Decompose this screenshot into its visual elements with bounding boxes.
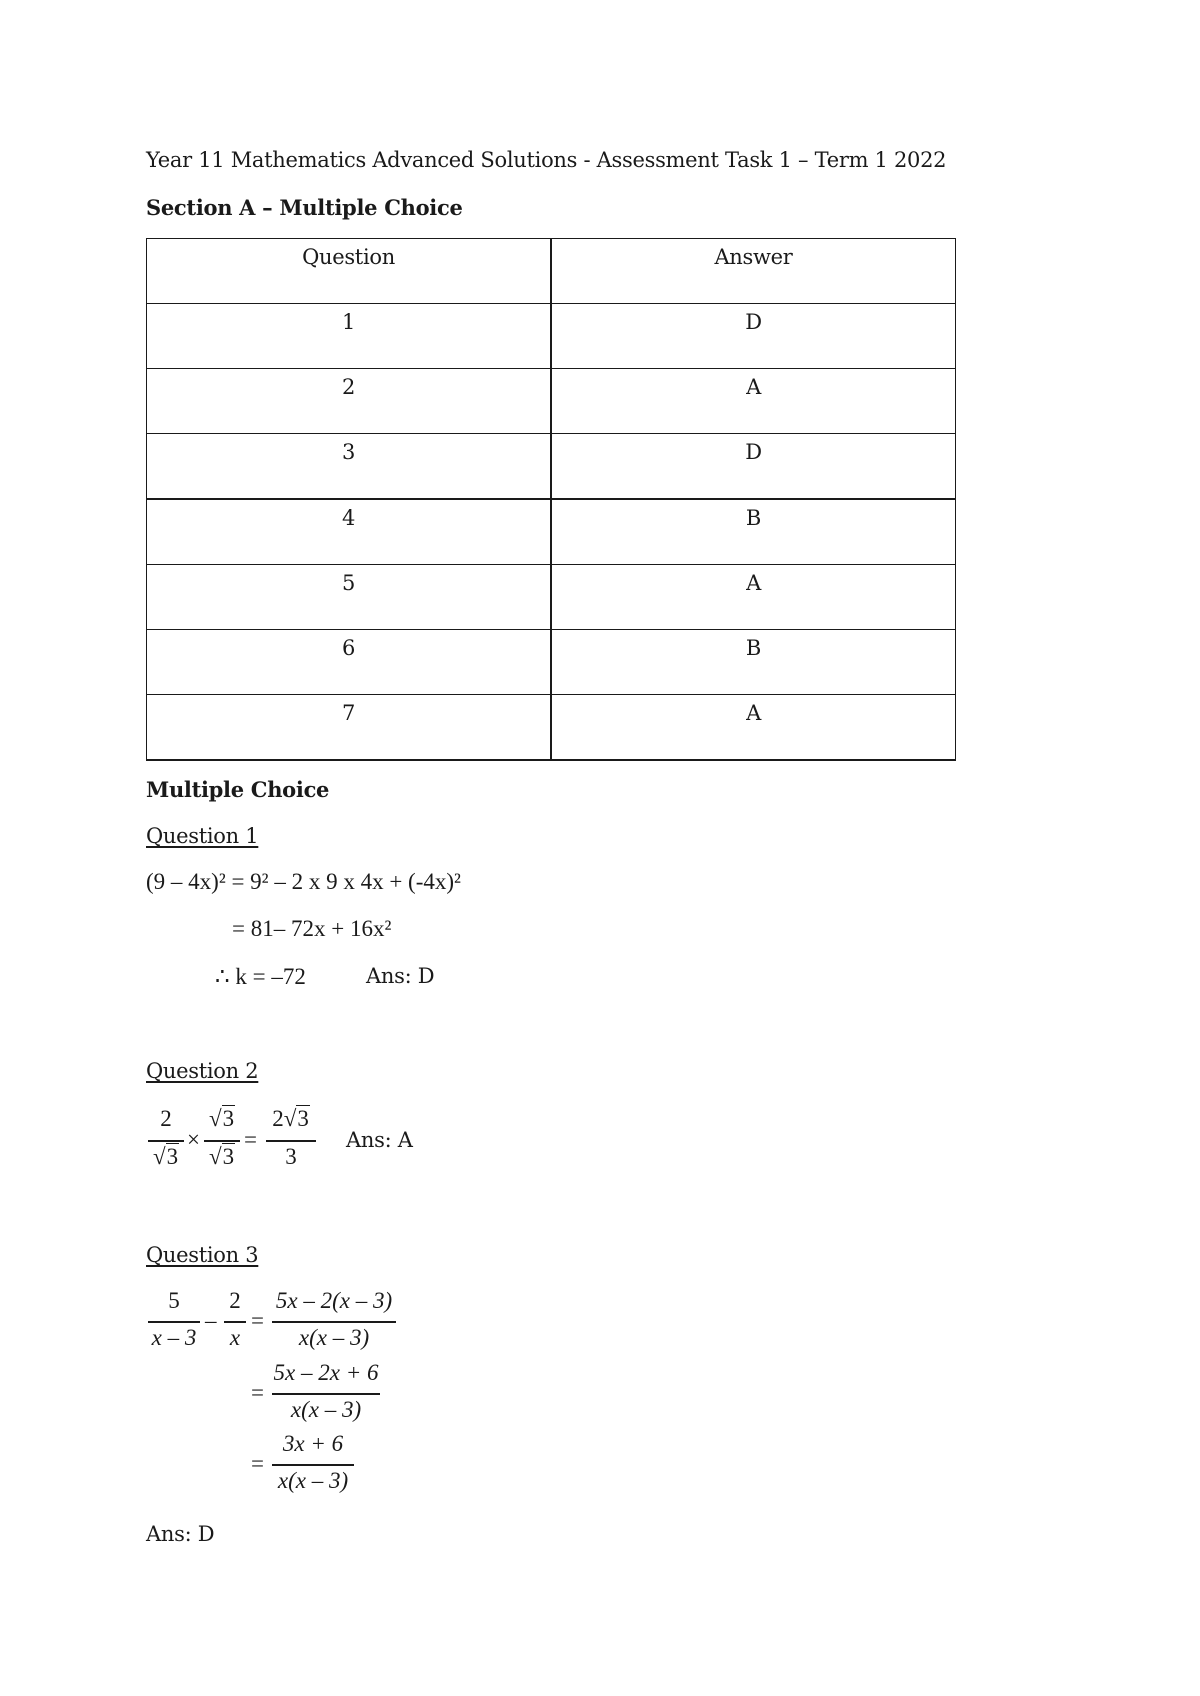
question-2-label: Question 2 <box>146 1059 259 1083</box>
coefficient: 2 <box>272 1106 284 1131</box>
answer-cell: D <box>551 434 956 500</box>
fraction-numerator <box>266 1106 316 1132</box>
fraction-denominator <box>204 1144 240 1170</box>
answer-cell: A <box>551 369 956 434</box>
table-row <box>147 304 956 369</box>
question-1-answer: Ans: D <box>366 964 435 988</box>
question-number-cell: 7 <box>147 695 552 761</box>
square-root-symbol: √3 <box>283 1106 309 1131</box>
question-1-simplified-line: = 81– 72x + 16x² <box>232 916 392 941</box>
square-root-symbol: √3 <box>152 1144 179 1169</box>
fraction-denominator <box>148 1144 184 1170</box>
question-number-cell: 5 <box>147 565 552 630</box>
fraction-numerator: 5x – 2(x – 3) <box>275 1288 393 1313</box>
minus-sign: – <box>205 1308 217 1333</box>
question-3-answer: Ans: D <box>146 1522 215 1546</box>
fraction-bar <box>224 1321 246 1323</box>
fraction-numerator: 5 <box>168 1288 180 1313</box>
fraction-bar <box>272 1393 380 1395</box>
fraction-numerator: 2 <box>160 1106 172 1131</box>
multiple-choice-heading: Multiple Choice <box>146 777 330 802</box>
question-number-cell: 3 <box>147 434 552 500</box>
square-root-symbol: √3 <box>208 1144 235 1169</box>
question-3-fraction-2 <box>224 1288 246 1358</box>
question-number-cell: 1 <box>147 304 552 369</box>
equals-sign: = <box>244 1127 257 1152</box>
answer-cell: D <box>551 304 956 369</box>
answer-cell: B <box>551 630 956 695</box>
fraction-bar <box>204 1140 240 1142</box>
answer-cell: A <box>551 565 956 630</box>
equals-sign: = <box>251 1308 264 1333</box>
fraction-bar <box>148 1321 200 1323</box>
answer-cell: B <box>551 499 956 565</box>
section-a-heading: Section A – Multiple Choice <box>146 195 463 220</box>
question-1-label: Question 1 <box>146 824 259 848</box>
equals-sign: = <box>251 1380 264 1405</box>
equals-sign: = <box>251 1451 264 1476</box>
radicand: 3 <box>166 1144 179 1169</box>
question-number-cell: 4 <box>147 499 552 565</box>
fraction-numerator: 2 <box>229 1288 241 1313</box>
question-3-step-2-fraction <box>272 1360 380 1430</box>
table-header-row <box>147 239 956 304</box>
fraction-denominator: x <box>229 1325 241 1350</box>
question-2-fraction-3 <box>266 1106 316 1176</box>
fraction-bar <box>272 1464 354 1466</box>
table-row <box>147 565 956 630</box>
fraction-numerator: 3x + 6 <box>282 1431 344 1456</box>
answer-table <box>146 238 956 761</box>
table-row <box>147 695 956 761</box>
column-header-question: Question <box>147 239 552 304</box>
fraction-bar <box>148 1140 184 1142</box>
fraction-numerator: 5x – 2x + 6 <box>273 1360 379 1385</box>
question-3-step-1-fraction <box>272 1288 396 1358</box>
question-1-result-line: ∴ k = –72 <box>215 964 306 989</box>
fraction-denominator: x – 3 <box>151 1325 197 1350</box>
question-3-label: Question 3 <box>146 1243 259 1267</box>
table-row <box>147 434 956 500</box>
fraction-denominator: x(x – 3) <box>277 1468 349 1493</box>
radicand: 3 <box>222 1144 235 1169</box>
question-number-cell: 6 <box>147 630 552 695</box>
fraction-bar <box>266 1140 316 1142</box>
fraction-denominator: x(x – 3) <box>290 1397 362 1422</box>
page-title: Year 11 Mathematics Advanced Solutions - Assessment Task 1 – Term 1 2022 <box>146 148 947 172</box>
fraction-bar <box>272 1321 396 1323</box>
question-number-cell: 2 <box>147 369 552 434</box>
question-3-fraction-1 <box>148 1288 200 1358</box>
question-2-fraction-1 <box>148 1106 184 1176</box>
table-row <box>147 369 956 434</box>
fraction-numerator <box>204 1106 240 1132</box>
times-sign: × <box>187 1127 200 1152</box>
radicand: 3 <box>297 1106 309 1131</box>
answer-cell: A <box>551 695 956 761</box>
radicand: 3 <box>222 1106 235 1131</box>
table-row <box>147 630 956 695</box>
question-3-step-3-fraction <box>272 1431 354 1501</box>
question-2-answer: Ans: A <box>346 1128 413 1152</box>
square-root-symbol: √3 <box>208 1106 235 1131</box>
fraction-denominator: 3 <box>285 1144 297 1169</box>
question-1-expansion-line: (9 – 4x)² = 9² – 2 x 9 x 4x + (-4x)² <box>146 869 461 894</box>
table-row <box>147 499 956 565</box>
question-2-fraction-2 <box>204 1106 240 1176</box>
fraction-denominator: x(x – 3) <box>298 1325 370 1350</box>
column-header-answer: Answer <box>551 239 956 304</box>
